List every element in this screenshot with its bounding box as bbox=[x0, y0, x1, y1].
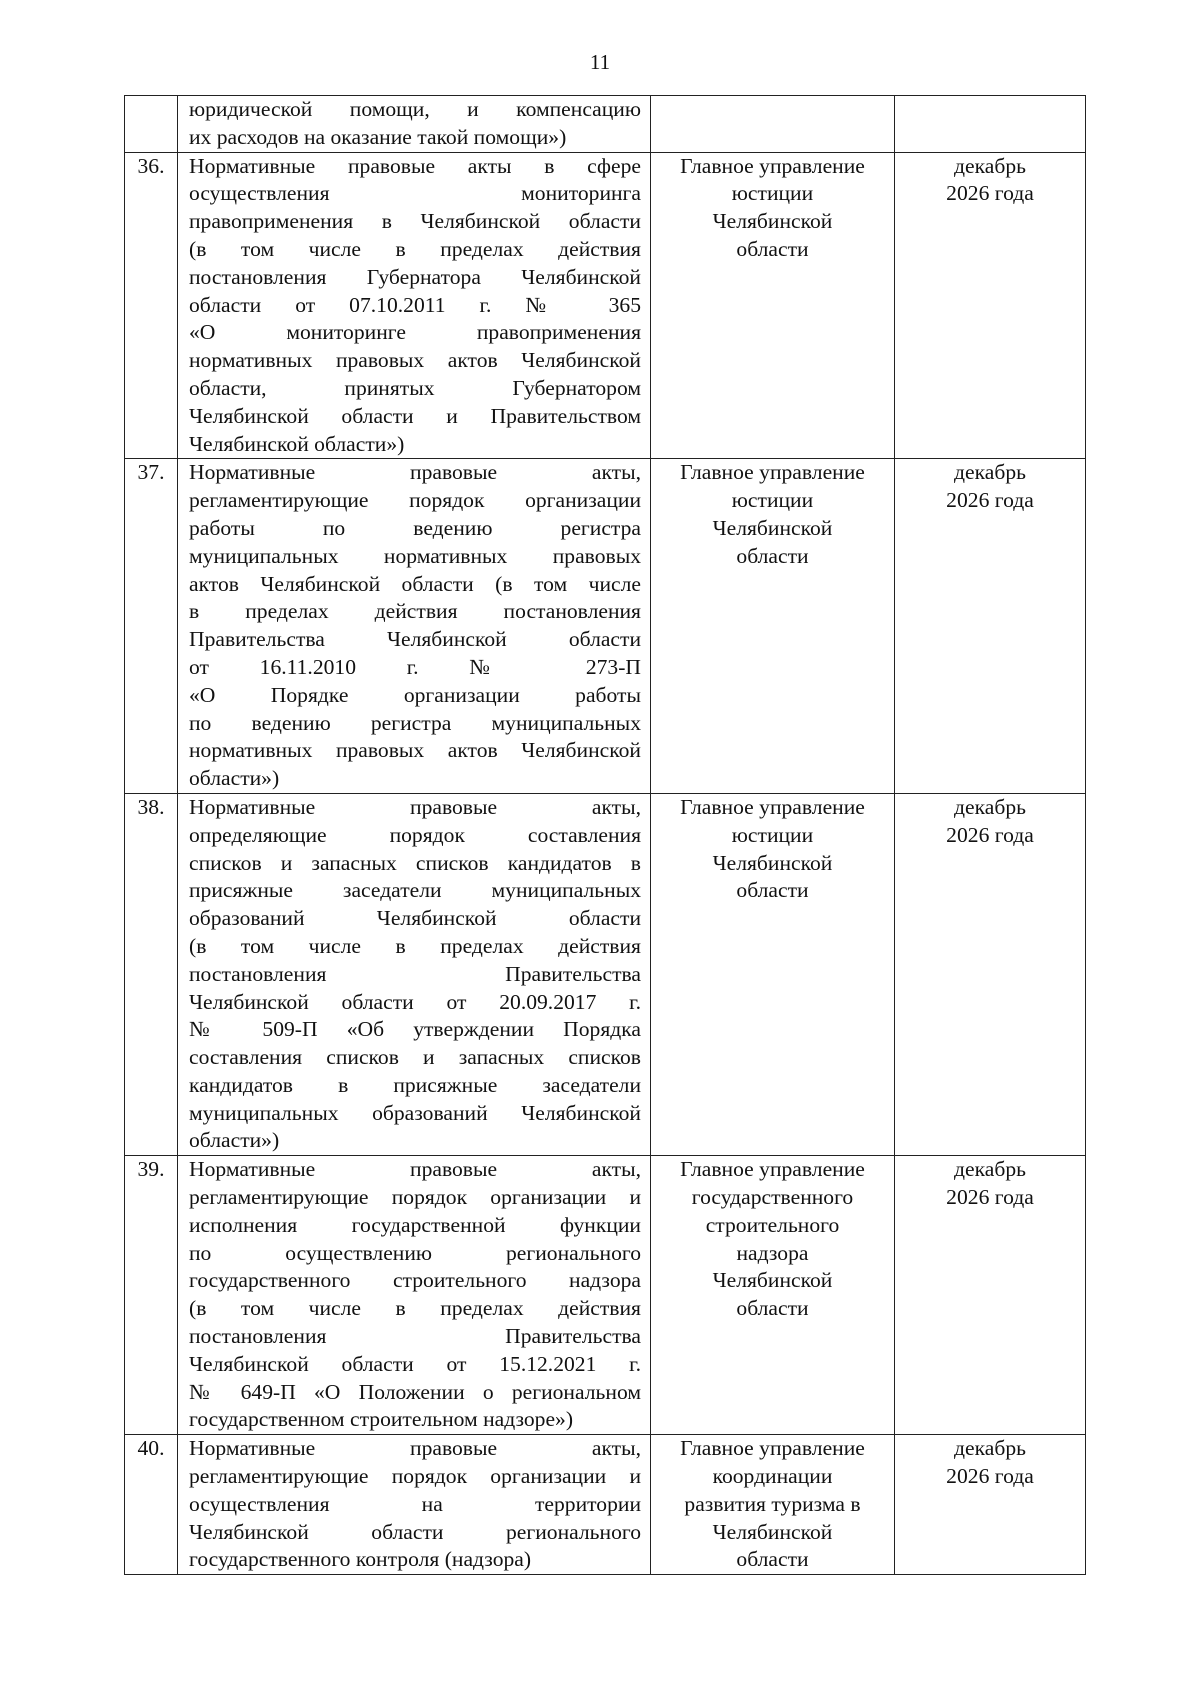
responsible-organization-line: Главное управление bbox=[680, 153, 865, 178]
deadline-cell bbox=[895, 1435, 1086, 1575]
table-row bbox=[125, 1435, 1086, 1575]
responsible-organization-line: Главное управление bbox=[680, 794, 865, 819]
responsible-organization-cell bbox=[651, 459, 895, 794]
act-description-line: государственного контроля (надзора) bbox=[189, 1547, 532, 1572]
act-description-line: (в том числе в пределах действия bbox=[189, 933, 641, 958]
act-description-line: области») bbox=[189, 766, 280, 791]
act-description-line: Нормативные правовые акты, bbox=[189, 1436, 641, 1461]
act-description-line: Челябинской области и Правительством bbox=[189, 403, 641, 428]
act-description-line: правоприменения в Челябинской области bbox=[189, 209, 641, 234]
act-description-line: постановления Правительства bbox=[189, 961, 641, 986]
act-description-cell bbox=[178, 1156, 651, 1435]
deadline-line: 2026 года bbox=[946, 488, 1034, 513]
row-number bbox=[125, 96, 178, 153]
plan-table-body bbox=[125, 96, 1086, 1575]
act-description-line: Нормативные правовые акты в сфере bbox=[189, 153, 641, 178]
act-description-line: постановления Правительства bbox=[189, 1324, 641, 1349]
act-description-line: № 509-П «Об утверждении Порядка bbox=[189, 1017, 641, 1042]
act-description-line: Нормативные правовые акты, bbox=[189, 460, 641, 485]
deadline-cell bbox=[895, 459, 1086, 794]
deadline-line: 2026 года bbox=[946, 1464, 1034, 1489]
act-description-line: осуществления мониторинга bbox=[189, 181, 641, 206]
act-description-line: актов Челябинской области (в том числе bbox=[189, 571, 641, 596]
responsible-organization-line: государственного bbox=[691, 1185, 854, 1210]
responsible-organization-line: Челябинской bbox=[712, 1268, 833, 1293]
table-row bbox=[125, 793, 1086, 1155]
deadline-line: декабрь bbox=[954, 1157, 1026, 1182]
responsible-organization-cell bbox=[651, 1156, 895, 1435]
act-description-line: определяющие порядок составления bbox=[189, 822, 641, 847]
act-description-line: нормативных правовых актов Челябинской bbox=[189, 348, 641, 373]
act-description-line: (в том числе в пределах действия bbox=[189, 236, 641, 261]
responsible-organization-line: развития туризма в bbox=[684, 1491, 861, 1516]
responsible-organization-line: Челябинской bbox=[712, 209, 833, 234]
table-row bbox=[125, 459, 1086, 794]
act-description-line: от 16.11.2010 г. № 273-П bbox=[189, 654, 641, 679]
row-number: 38. bbox=[125, 793, 178, 1155]
deadline-line: декабрь bbox=[954, 794, 1026, 819]
responsible-organization-line: Главное управление bbox=[680, 460, 865, 485]
act-description-line: муниципальных образований Челябинской bbox=[189, 1100, 641, 1125]
act-description-line: Челябинской области от 15.12.2021 г. bbox=[189, 1351, 641, 1376]
act-description-line: № 649-П «О Положении о региональном bbox=[189, 1379, 641, 1404]
act-description-line: муниципальных нормативных правовых bbox=[189, 543, 641, 568]
table-row bbox=[125, 152, 1086, 459]
deadline-cell bbox=[895, 1156, 1086, 1435]
act-description-line: «О мониторинге правоприменения bbox=[189, 320, 641, 345]
row-number: 36. bbox=[125, 152, 178, 459]
act-description-line: юридической помощи, и компенсацию bbox=[189, 97, 641, 121]
act-description-line: Челябинской области регионального bbox=[189, 1519, 641, 1544]
act-description-line: в пределах действия постановления bbox=[189, 599, 641, 624]
responsible-organization-line: области bbox=[736, 878, 809, 903]
act-description-cell bbox=[178, 96, 651, 153]
act-description-line: постановления Губернатора Челябинской bbox=[189, 264, 641, 289]
act-description-line: (в том числе в пределах действия bbox=[189, 1296, 641, 1321]
act-description-line: области от 07.10.2011 г. № 365 bbox=[189, 292, 641, 317]
row-number: 40. bbox=[125, 1435, 178, 1575]
act-description-cell bbox=[178, 793, 651, 1155]
responsible-organization-line: Главное управление bbox=[680, 1157, 865, 1182]
responsible-organization-line: области bbox=[736, 543, 809, 568]
act-description-line: государственного строительного надзора bbox=[189, 1268, 641, 1293]
act-description-line: по ведению регистра муниципальных bbox=[189, 710, 641, 735]
responsible-organization-line: области bbox=[736, 1296, 809, 1321]
responsible-organization-line: Челябинской bbox=[712, 850, 833, 875]
act-description-cell bbox=[178, 152, 651, 459]
responsible-organization-cell bbox=[651, 152, 895, 459]
act-description-line: осуществления на территории bbox=[189, 1491, 641, 1516]
act-description-line: кандидатов в присяжные заседатели bbox=[189, 1072, 641, 1097]
act-description-line: регламентирующие порядок организации и bbox=[189, 1464, 641, 1489]
table-row bbox=[125, 1156, 1086, 1435]
responsible-organization-line: области bbox=[736, 1547, 809, 1572]
responsible-organization-line: координации bbox=[712, 1464, 833, 1489]
deadline-line: 2026 года bbox=[946, 181, 1034, 206]
responsible-organization-line: Челябинской bbox=[712, 515, 833, 540]
responsible-organization-cell bbox=[651, 1435, 895, 1575]
deadline-line: декабрь bbox=[954, 460, 1026, 485]
responsible-organization-line: строительного bbox=[705, 1212, 840, 1237]
responsible-organization-line: юстиции bbox=[731, 488, 814, 513]
act-description-line: списков и запасных списков кандидатов в bbox=[189, 850, 641, 875]
deadline-line: декабрь bbox=[954, 153, 1026, 178]
plan-table bbox=[124, 95, 1086, 1575]
deadline-line: 2026 года bbox=[946, 1185, 1034, 1210]
act-description-line: Челябинской области от 20.09.2017 г. bbox=[189, 989, 641, 1014]
responsible-organization-line: юстиции bbox=[731, 822, 814, 847]
responsible-organization-line: области bbox=[736, 236, 809, 261]
act-description-line: Правительства Челябинской области bbox=[189, 627, 641, 652]
table-row bbox=[125, 96, 1086, 153]
row-number: 37. bbox=[125, 459, 178, 794]
responsible-organization-cell bbox=[651, 793, 895, 1155]
act-description-line: регламентирующие порядок организации bbox=[189, 488, 641, 513]
page-number: 11 bbox=[589, 50, 611, 74]
act-description-cell bbox=[178, 1435, 651, 1575]
act-description-line: работы по ведению регистра bbox=[189, 515, 641, 540]
act-description-line: области») bbox=[189, 1128, 280, 1153]
deadline-line: 2026 года bbox=[946, 822, 1034, 847]
responsible-organization-line: Главное управление bbox=[680, 1436, 865, 1461]
act-description-line: нормативных правовых актов Челябинской bbox=[189, 738, 641, 763]
act-description-line: регламентирующие порядок организации и bbox=[189, 1185, 641, 1210]
act-description-line: образований Челябинской области bbox=[189, 906, 641, 931]
deadline-cell bbox=[895, 96, 1086, 153]
act-description-line: Нормативные правовые акты, bbox=[189, 794, 641, 819]
row-number: 39. bbox=[125, 1156, 178, 1435]
deadline-cell bbox=[895, 152, 1086, 459]
act-description-line: «О Порядке организации работы bbox=[189, 682, 641, 707]
deadline-line: декабрь bbox=[954, 1436, 1026, 1461]
act-description-line: составления списков и запасных списков bbox=[189, 1045, 641, 1070]
act-description-line: Челябинской области») bbox=[189, 431, 405, 456]
responsible-organization-line: Челябинской bbox=[712, 1519, 833, 1544]
act-description-line: исполнения государственной функции bbox=[189, 1212, 641, 1237]
act-description-line: по осуществлению регионального bbox=[189, 1240, 641, 1265]
act-description-line: Нормативные правовые акты, bbox=[189, 1157, 641, 1182]
responsible-organization-line: надзора bbox=[736, 1240, 809, 1265]
responsible-organization-line: юстиции bbox=[731, 181, 814, 206]
act-description-line: государственном строительном надзоре») bbox=[189, 1407, 574, 1432]
act-description-line: области, принятых Губернатором bbox=[189, 375, 641, 400]
deadline-cell bbox=[895, 793, 1086, 1155]
responsible-organization-cell bbox=[651, 96, 895, 153]
act-description-line: присяжные заседатели муниципальных bbox=[189, 878, 641, 903]
act-description-cell bbox=[178, 459, 651, 794]
act-description-line: их расходов на оказание такой помощи») bbox=[189, 124, 567, 149]
